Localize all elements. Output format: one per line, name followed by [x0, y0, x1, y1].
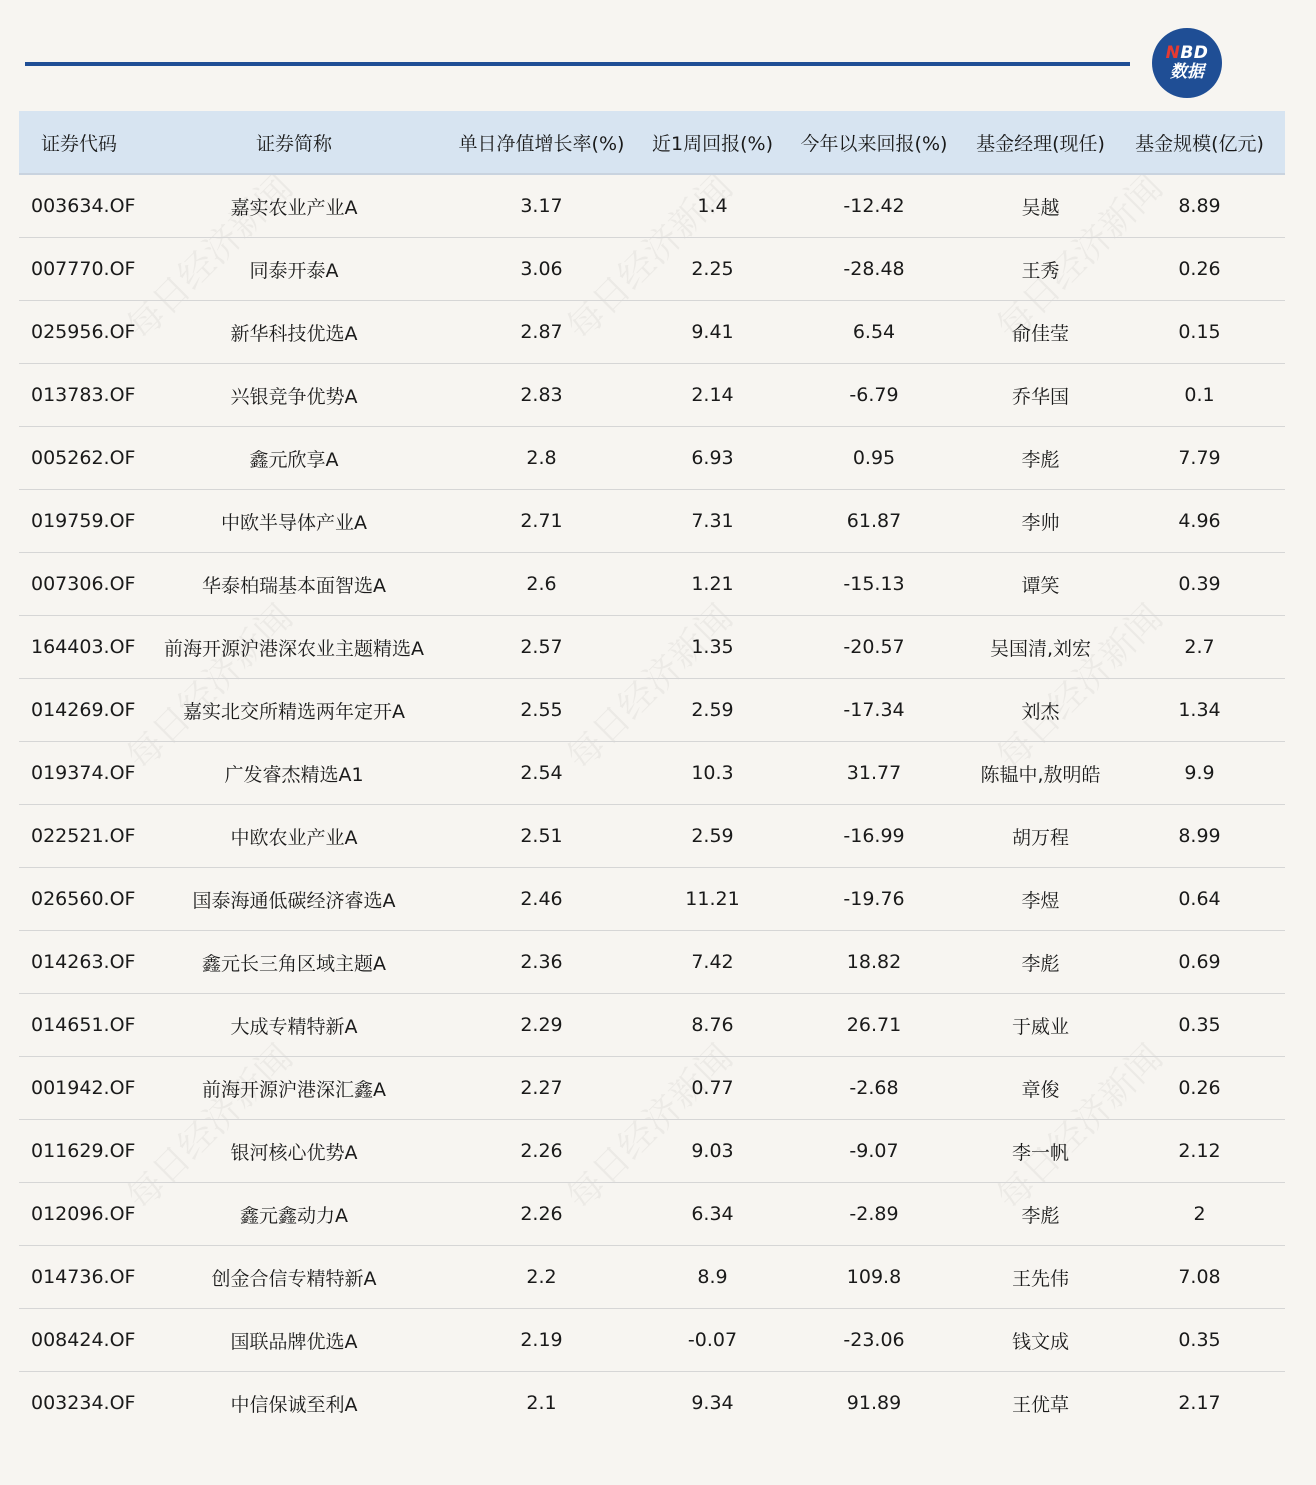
cell-ytd-return: 31.77 — [781, 742, 967, 805]
cell-manager: 乔华国 — [967, 364, 1114, 427]
table-row — [19, 238, 1285, 301]
cell-daily-growth: 2.57 — [439, 616, 644, 679]
cell-ytd-return: -2.68 — [781, 1057, 967, 1120]
cell-manager: 陈韫中,敖明皓 — [967, 742, 1114, 805]
cell-fund-size: 2 — [1114, 1183, 1285, 1246]
cell-manager: 王优草 — [1011, 1393, 1069, 1416]
cell-fund-size: 8.99 — [1114, 805, 1285, 868]
cell-ytd-return: -20.57 — [781, 616, 967, 679]
cell-week-return: 7.31 — [644, 490, 781, 553]
cell-manager: 李彪 — [967, 1183, 1114, 1246]
cell-manager: 李彪 — [967, 427, 1114, 490]
cell-name: 国泰海通低碳经济睿选A — [149, 868, 439, 931]
cell-name: 华泰柏瑞基本面智选A — [149, 553, 439, 616]
cell-week-return: 2.25 — [644, 238, 781, 301]
cell-manager: 李帅 — [967, 490, 1114, 553]
cell-code: 014263.OF — [19, 931, 149, 994]
cell-daily-growth: 2.36 — [439, 931, 644, 994]
header-fund-size: 基金规模(亿元) — [1114, 111, 1285, 174]
cell-name: 嘉实北交所精选两年定开A — [149, 679, 439, 742]
cell-fund-size: 8.89 — [1114, 174, 1285, 238]
cell-manager: 钱文成 — [967, 1309, 1114, 1372]
cell-name: 中欧农业产业A — [149, 805, 439, 868]
cell-manager: 李一帆 — [967, 1120, 1114, 1183]
cell-name: 鑫元长三角区域主题A — [149, 931, 439, 994]
cell-manager: 吴越 — [967, 174, 1114, 238]
cell-week-return: 8.76 — [644, 994, 781, 1057]
cell-manager: 王秀 — [967, 238, 1114, 301]
cell-code: 014651.OF — [19, 994, 149, 1057]
cell-code: 011629.OF — [19, 1120, 149, 1183]
cell-week-return: 6.93 — [644, 427, 781, 490]
table-row — [19, 427, 1285, 490]
cell-daily-growth: 2.55 — [439, 679, 644, 742]
cell-name: 大成专精特新A — [149, 994, 439, 1057]
cell-daily-growth: 2.26 — [439, 1120, 644, 1183]
table-row — [19, 679, 1285, 742]
cell-week-return: 11.21 — [644, 868, 781, 931]
cell-week-return: 1.4 — [644, 174, 781, 238]
cell-fund-size: 2.17 — [1178, 1392, 1221, 1414]
table-row — [19, 1309, 1285, 1372]
table-row — [19, 1120, 1285, 1183]
table-row — [19, 301, 1285, 364]
cell-daily-growth: 2.19 — [439, 1309, 644, 1372]
cell-fund-size: 0.35 — [1114, 1309, 1285, 1372]
cell-daily-growth: 2.51 — [439, 805, 644, 868]
cell-daily-growth: 3.17 — [439, 174, 644, 238]
cell-daily-growth: 3.06 — [439, 238, 644, 301]
cell-fund-size: 0.1 — [1114, 364, 1285, 427]
cell-name: 新华科技优选A — [149, 301, 439, 364]
table-row — [19, 1372, 1285, 1435]
cell-manager: 吴国清,刘宏 — [967, 616, 1114, 679]
cell-ytd-return: 0.95 — [781, 427, 967, 490]
header-name: 证券简称 — [149, 111, 439, 174]
table-row — [19, 742, 1285, 805]
cell-ytd-return: 18.82 — [781, 931, 967, 994]
cell-daily-growth: 2.6 — [439, 553, 644, 616]
cell-ytd-return: -23.06 — [781, 1309, 967, 1372]
cell-daily-growth: 2.29 — [439, 994, 644, 1057]
cell-name: 鑫元鑫动力A — [149, 1183, 439, 1246]
header-week-return: 近1周回报(%) — [644, 111, 781, 174]
cell-code: 022521.OF — [19, 805, 149, 868]
cell-code: 025956.OF — [19, 301, 149, 364]
table-row — [19, 868, 1285, 931]
cell-name: 前海开源沪港深农业主题精选A — [149, 616, 439, 679]
cell-code: 007306.OF — [19, 553, 149, 616]
cell-daily-growth: 2.27 — [439, 1057, 644, 1120]
table-row — [19, 931, 1285, 994]
cell-manager: 胡万程 — [967, 805, 1114, 868]
table-row — [19, 805, 1285, 868]
cell-name: 银河核心优势A — [149, 1120, 439, 1183]
cell-manager: 俞佳莹 — [967, 301, 1114, 364]
cell-week-return: 8.9 — [644, 1246, 781, 1309]
cell-week-return: 9.34 — [691, 1392, 734, 1414]
cell-name: 广发睿杰精选A1 — [149, 742, 439, 805]
cell-fund-size: 1.34 — [1114, 679, 1285, 742]
cell-name: 国联品牌优选A — [149, 1309, 439, 1372]
cell-daily-growth: 2.46 — [439, 868, 644, 931]
cell-ytd-return: -2.89 — [781, 1183, 967, 1246]
cell-week-return: 7.42 — [644, 931, 781, 994]
cell-name: 创金合信专精特新A — [149, 1246, 439, 1309]
header-manager: 基金经理(现任) — [967, 111, 1114, 174]
cell-daily-growth: 2.87 — [439, 301, 644, 364]
cell-ytd-return: -9.07 — [781, 1120, 967, 1183]
cell-fund-size: 0.26 — [1114, 238, 1285, 301]
cell-week-return: 9.41 — [644, 301, 781, 364]
cell-week-return: 1.35 — [644, 616, 781, 679]
cell-ytd-return: -28.48 — [781, 238, 967, 301]
cell-code: 005262.OF — [19, 427, 149, 490]
table-row — [19, 994, 1285, 1057]
cell-daily-growth: 2.2 — [439, 1246, 644, 1309]
cell-manager: 章俊 — [967, 1057, 1114, 1120]
cell-name: 嘉实农业产业A — [149, 174, 439, 238]
cell-daily-growth: 2.54 — [439, 742, 644, 805]
cell-week-return: 2.59 — [644, 679, 781, 742]
cell-manager: 刘杰 — [967, 679, 1114, 742]
table-row — [19, 1057, 1285, 1120]
cell-code: 014736.OF — [19, 1246, 149, 1309]
cell-fund-size: 4.96 — [1114, 490, 1285, 553]
cell-code: 019374.OF — [19, 742, 149, 805]
cell-ytd-return: 26.71 — [781, 994, 967, 1057]
cell-manager: 于威业 — [967, 994, 1114, 1057]
cell-ytd-return: 61.87 — [781, 490, 967, 553]
cell-ytd-return: -17.34 — [781, 679, 967, 742]
cell-manager: 李彪 — [967, 931, 1114, 994]
logo-data-text: 数据 — [1170, 62, 1204, 82]
cell-week-return: -0.07 — [644, 1309, 781, 1372]
table-row — [19, 616, 1285, 679]
cell-fund-size: 2.7 — [1114, 616, 1285, 679]
header-code: 证券代码 — [19, 111, 149, 174]
cell-week-return: 9.03 — [644, 1120, 781, 1183]
cell-week-return: 2.14 — [644, 364, 781, 427]
cell-ytd-return: 109.8 — [781, 1246, 967, 1309]
cell-fund-size: 0.35 — [1114, 994, 1285, 1057]
table-body — [19, 174, 1285, 1434]
cell-daily-growth: 2.71 — [439, 490, 644, 553]
cell-fund-size: 0.26 — [1114, 1057, 1285, 1120]
cell-code: 003634.OF — [19, 174, 149, 238]
cell-week-return: 10.3 — [644, 742, 781, 805]
fund-table — [19, 111, 1285, 1434]
cell-fund-size: 2.12 — [1114, 1120, 1285, 1183]
cell-ytd-return: -6.79 — [781, 364, 967, 427]
table-row — [19, 174, 1285, 238]
table-header-row — [19, 111, 1285, 174]
cell-week-return: 2.59 — [644, 805, 781, 868]
cell-manager: 王先伟 — [967, 1246, 1114, 1309]
cell-manager: 李煜 — [967, 868, 1114, 931]
cell-code: 008424.OF — [19, 1309, 149, 1372]
cell-code: 007770.OF — [19, 238, 149, 301]
cell-daily-growth: 2.83 — [439, 364, 644, 427]
cell-fund-size: 0.15 — [1114, 301, 1285, 364]
cell-ytd-return: -16.99 — [781, 805, 967, 868]
cell-week-return: 0.77 — [644, 1057, 781, 1120]
cell-ytd-return: 91.89 — [846, 1392, 902, 1414]
table-row — [19, 1183, 1285, 1246]
cell-fund-size: 9.9 — [1114, 742, 1285, 805]
cell-ytd-return: -19.76 — [781, 868, 967, 931]
nbd-logo — [1152, 28, 1222, 98]
cell-week-return: 1.21 — [644, 553, 781, 616]
logo-n: N — [1165, 43, 1181, 63]
cell-code: 026560.OF — [19, 868, 149, 931]
cell-code: 164403.OF — [19, 616, 149, 679]
cell-name: 同泰开泰A — [149, 238, 439, 301]
top-rule — [25, 62, 1130, 66]
cell-code: 003234.OF — [31, 1392, 136, 1414]
cell-ytd-return: -12.42 — [781, 174, 967, 238]
table-row — [19, 490, 1285, 553]
cell-fund-size: 7.08 — [1114, 1246, 1285, 1309]
cell-fund-size: 0.69 — [1114, 931, 1285, 994]
cell-name: 中信保诚至利A — [230, 1393, 358, 1416]
cell-fund-size: 0.64 — [1114, 868, 1285, 931]
header-daily-growth: 单日净值增长率(%) — [439, 111, 644, 174]
cell-code: 019759.OF — [19, 490, 149, 553]
cell-ytd-return: -15.13 — [781, 553, 967, 616]
cell-ytd-return: 6.54 — [781, 301, 967, 364]
cell-week-return: 6.34 — [644, 1183, 781, 1246]
table-row — [19, 553, 1285, 616]
cell-daily-growth: 2.1 — [526, 1392, 557, 1414]
cell-code: 012096.OF — [19, 1183, 149, 1246]
cell-code: 001942.OF — [19, 1057, 149, 1120]
cell-fund-size: 0.39 — [1114, 553, 1285, 616]
logo-bd: BD — [1180, 43, 1209, 63]
cell-code: 014269.OF — [19, 679, 149, 742]
cell-daily-growth: 2.8 — [439, 427, 644, 490]
cell-name: 鑫元欣享A — [149, 427, 439, 490]
header-ytd-return: 今年以来回报(%) — [781, 111, 967, 174]
cell-fund-size: 7.79 — [1114, 427, 1285, 490]
table-row — [19, 1246, 1285, 1309]
cell-name: 前海开源沪港深汇鑫A — [149, 1057, 439, 1120]
table-row — [19, 364, 1285, 427]
cell-code: 013783.OF — [19, 364, 149, 427]
cell-daily-growth: 2.26 — [439, 1183, 644, 1246]
cell-name: 中欧半导体产业A — [149, 490, 439, 553]
cell-name: 兴银竞争优势A — [149, 364, 439, 427]
cell-manager: 谭笑 — [967, 553, 1114, 616]
